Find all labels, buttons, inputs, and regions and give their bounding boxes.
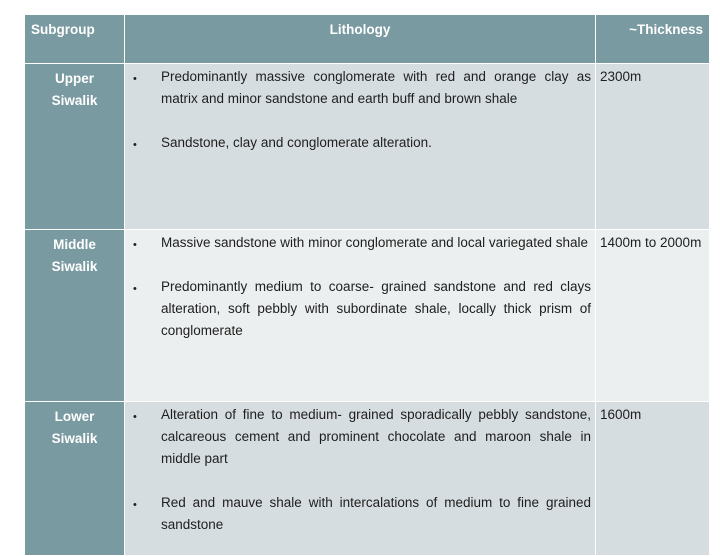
bullet-icon: • — [133, 411, 137, 423]
subgroup-name-line: Upper — [54, 71, 94, 86]
table-row — [25, 230, 710, 402]
lithology-text: Massive sandstone with minor conglomerate and local variegated shale — [161, 235, 588, 250]
table-row — [25, 64, 710, 230]
subgroup-name-line: Siwalik — [51, 93, 98, 108]
thickness-cell: 2300m — [596, 64, 710, 230]
bullet-icon: • — [133, 73, 137, 85]
list-item — [125, 232, 591, 254]
lithology-cell — [125, 230, 596, 402]
lithology-cell — [125, 402, 596, 556]
thickness-cell: 1400m to 2000m — [596, 230, 710, 402]
header-row — [25, 15, 710, 64]
subgroup-name-line: Lower — [54, 409, 95, 424]
table-row — [25, 402, 710, 556]
lithology-text: Predominantly medium to coarse- grained sandstone and red clays alteration, soft pebbly with subordinate shale, locally thick prism of conglomerate — [161, 279, 591, 338]
subgroup-name-line: Middle — [53, 237, 96, 252]
lithology-cell — [125, 64, 596, 230]
lithology-text: Red and mauve shale with intercalations of medium to fine grained sandstone — [161, 495, 591, 532]
header-thickness: ~Thickness — [596, 15, 710, 64]
lithology-text: Predominantly massive conglomerate with red and orange clay as matrix and minor sandstone and earth buff and brown shale — [161, 69, 591, 106]
subgroup-name-line: Siwalik — [51, 259, 98, 274]
list-item — [125, 66, 591, 110]
list-item — [125, 492, 591, 536]
header-subgroup: Subgroup — [25, 15, 125, 64]
bullet-icon: • — [133, 499, 137, 511]
bullet-icon: • — [133, 239, 137, 251]
lithology-list — [125, 404, 591, 536]
bullet-icon: • — [133, 139, 137, 151]
subgroup-cell — [25, 230, 125, 402]
lithology-list — [125, 232, 591, 342]
header-lithology: Lithology — [125, 15, 596, 64]
lithology-text: Sandstone, clay and conglomerate alteration. — [161, 135, 432, 150]
bullet-icon: • — [133, 283, 137, 295]
subgroup-name-line: Siwalik — [51, 431, 98, 446]
list-item — [125, 404, 591, 470]
list-item — [125, 132, 591, 154]
lithology-table — [24, 14, 710, 556]
lithology-text: Alteration of fine to medium- grained sporadically pebbly sandstone, calcareous cement and prominent chocolate and maroon shale in middle part — [161, 407, 591, 466]
subgroup-cell — [25, 402, 125, 556]
list-item — [125, 276, 591, 342]
thickness-cell: 1600m — [596, 402, 710, 556]
subgroup-cell — [25, 64, 125, 230]
lithology-list — [125, 66, 591, 154]
